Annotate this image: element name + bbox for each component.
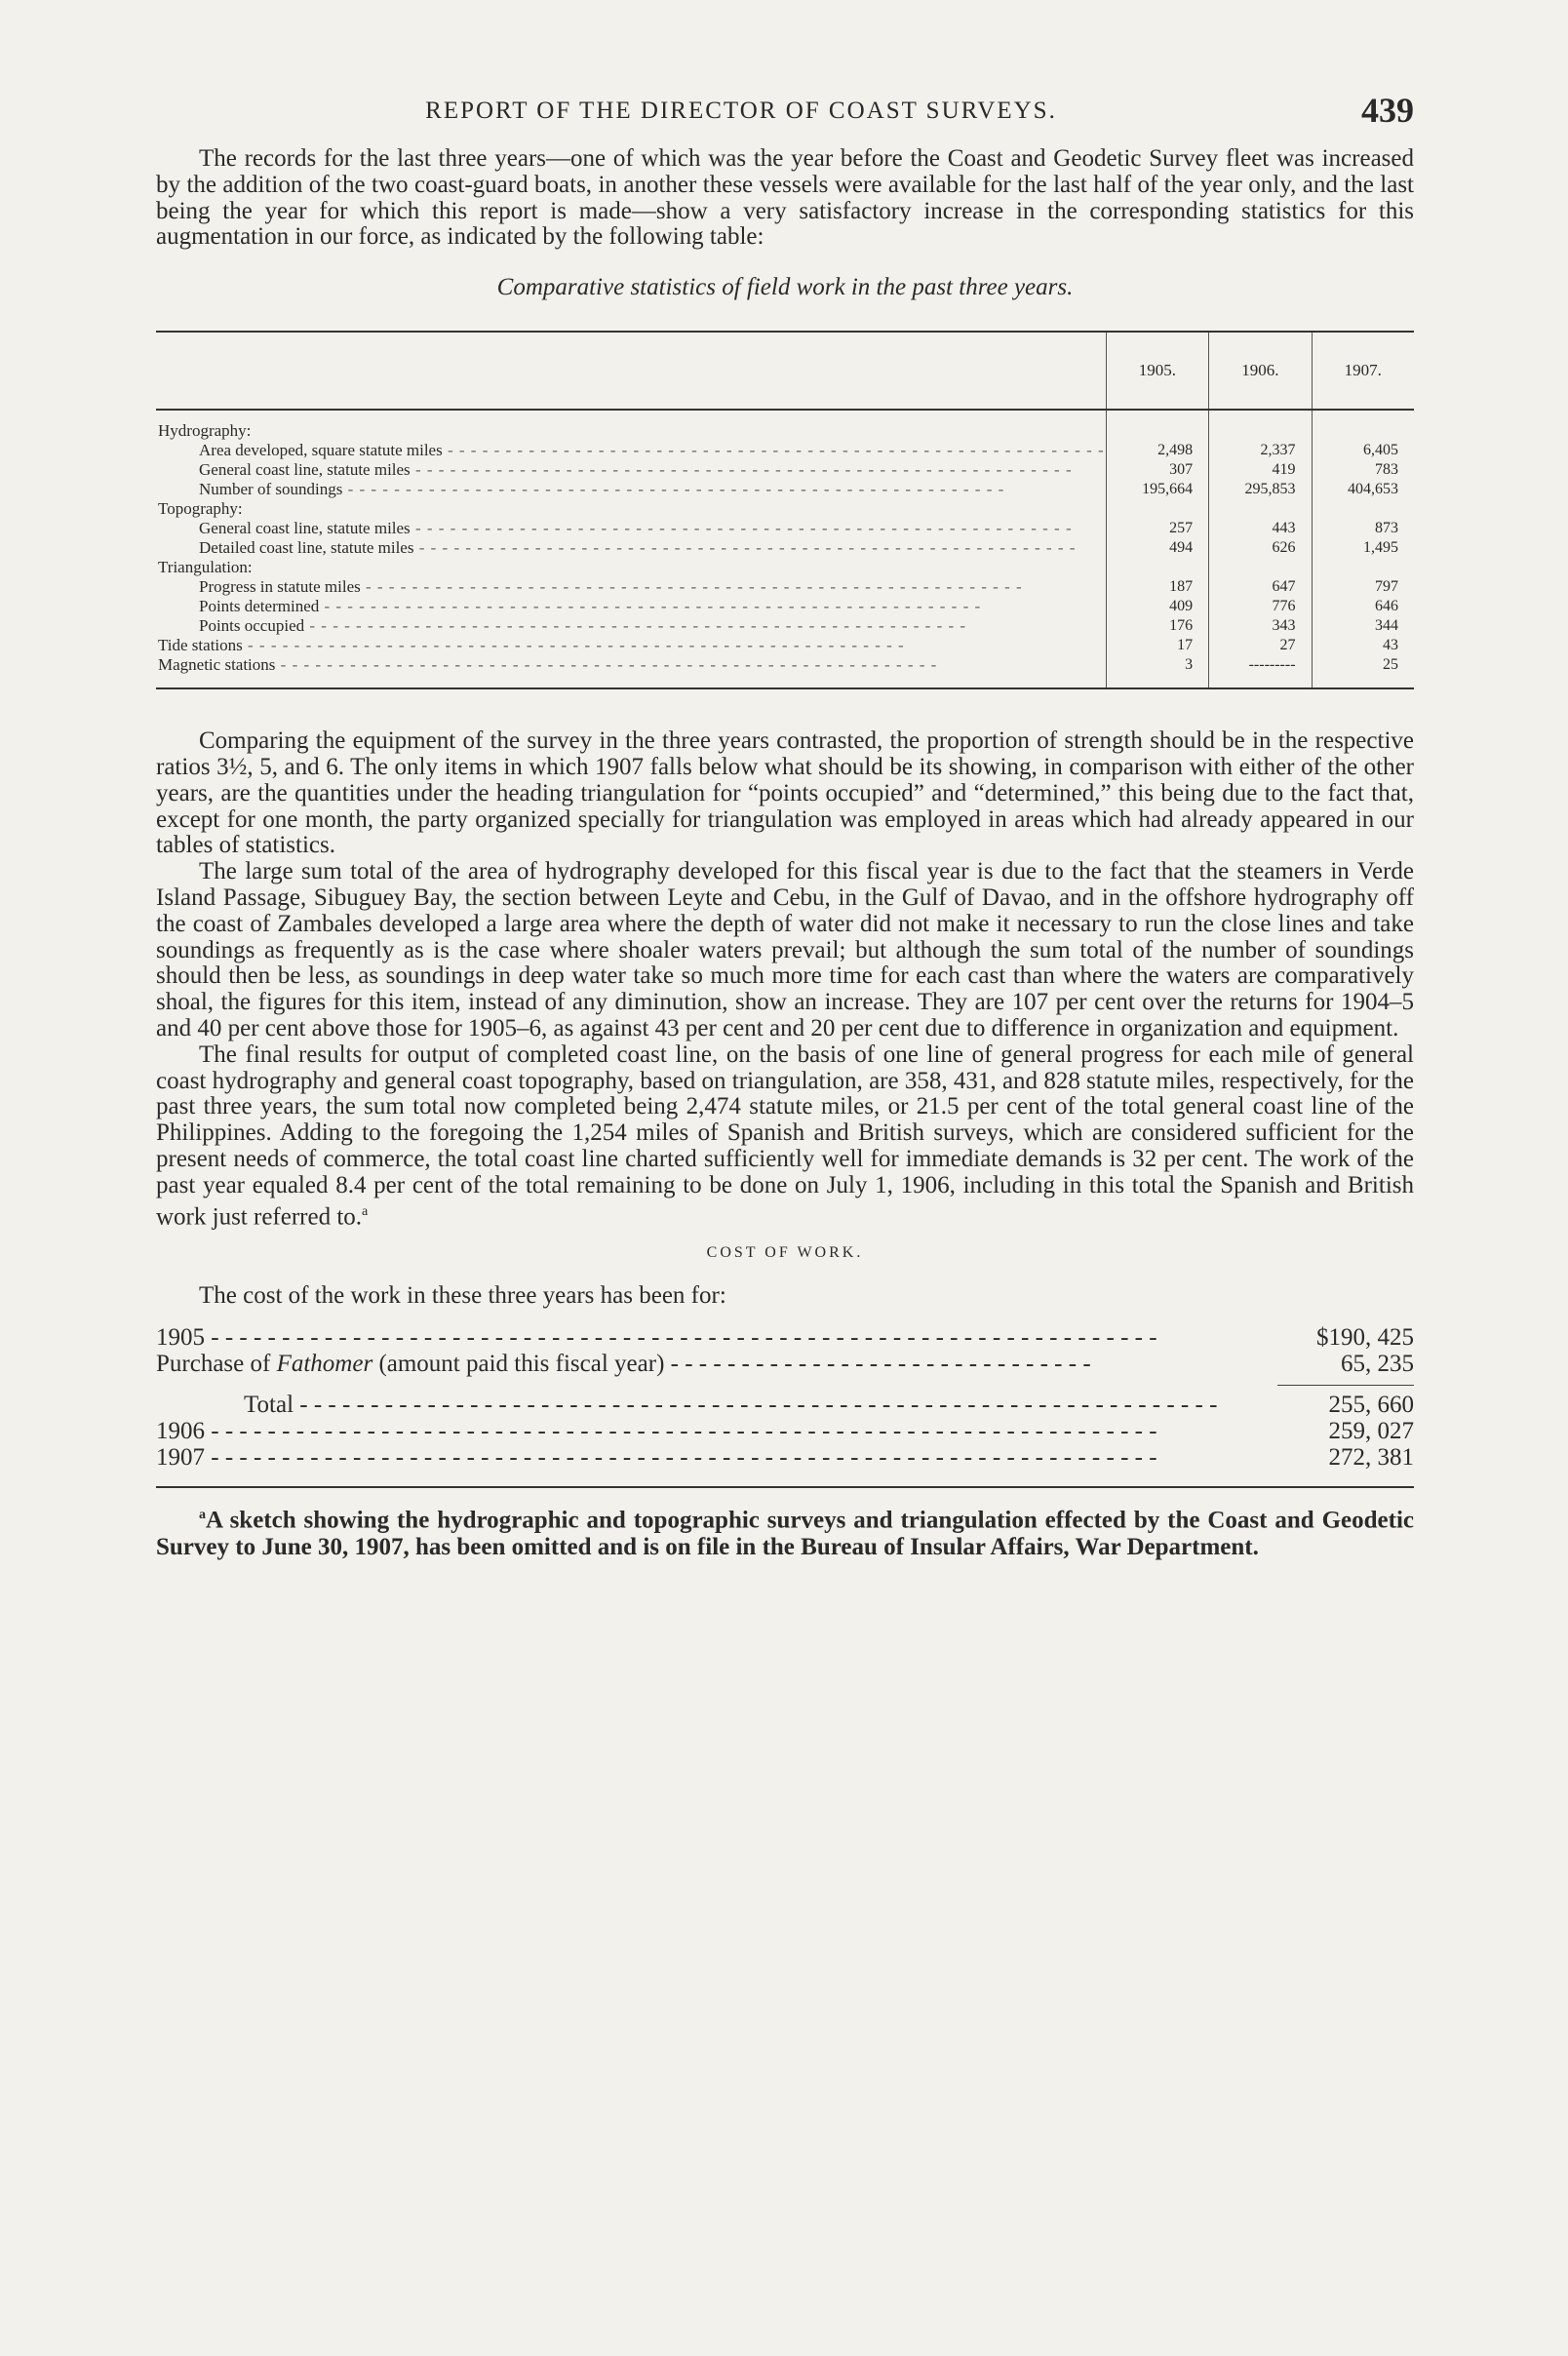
cell-1907: 783 (1312, 460, 1414, 480)
cost-heading: COST OF WORK. (706, 1243, 864, 1261)
row-label (156, 616, 1106, 636)
row-label-text: Hydrography: (158, 421, 252, 441)
row-label (156, 519, 1106, 538)
row-label (156, 410, 1106, 441)
row-label-text: Progress in statute miles (199, 577, 361, 597)
cell-1906: 2,337 (1209, 441, 1312, 460)
leader-dots: - - - - - - - - - - - - - - - - - - - - - - - - - - - - - - - - - - - - - - - - - - - - - - - - - - - - - - - - - (410, 519, 1073, 538)
cell-1906 (1209, 558, 1312, 577)
cost-label: Total (244, 1392, 294, 1419)
cell-1906: 626 (1209, 538, 1312, 558)
leader-dots: - - - - - - - - - - - - - - - - - - - - - - - - - - - - - - - - - - - - - - - - - - - - - - - - - - - - - - - - - (360, 577, 1023, 597)
cell-1906: 443 (1209, 519, 1312, 538)
cost-value: 65, 235 (1341, 1351, 1414, 1378)
leader-dots: - - - - - - - - - - - - - - - - - - - - - - - - - - - - - - - - - - - - - - - - - - - - - - - - - - - - - - - - - (319, 597, 982, 616)
row-label-text: Topography: (158, 499, 243, 519)
cell-1906 (1209, 410, 1312, 441)
row-label-text: General coast line, statute miles (199, 519, 411, 538)
cell-1906 (1209, 499, 1312, 519)
row-label (156, 558, 1106, 577)
paragraph-coast-line (156, 1042, 1414, 1231)
row-label-text: Detailed coast line, statute miles (199, 538, 414, 558)
footnote-text: A sketch showing the hydrographic and topographic surveys and triangulation effected by the Coast and Geodetic Survey to June 30, 1907, has been omitted and is on file in the Bureau of Insular Affairs, War Department. (156, 1507, 1414, 1560)
cost-intro: The cost of the work in these three years has been for: (199, 1281, 726, 1309)
table-row (156, 538, 1414, 558)
column-header-1907: 1907. (1312, 332, 1414, 410)
leader-dots: - - - - - - - - - - - - - - - - - - - - - - - - - - - - - - - - - - - - - - - - - - - - - - - - - - - - - - - - - - - - - - - - - (299, 1392, 1218, 1419)
running-head-title: REPORT OF THE DIRECTOR OF COAST SURVEYS. (425, 98, 1057, 124)
cost-value: $190, 425 (1316, 1324, 1414, 1352)
row-label-text: Points determined (199, 597, 320, 616)
cell-1905: 195,664 (1106, 480, 1208, 499)
footnote-rule (156, 1486, 1414, 1488)
cell-1905: 409 (1106, 597, 1208, 616)
row-label (156, 597, 1106, 616)
cost-label-italic: Fathomer (276, 1351, 373, 1378)
row-label-text: Area developed, square statute miles (199, 441, 443, 460)
cost-label: 1907 (156, 1444, 205, 1472)
leader-dots: - - - - - - - - - - - - - - - - - - - - - - - - - - - - - - - - - - - - - - - - - - - - - - - - - - - - - - - - - (242, 636, 905, 655)
cell-1907: 25 (1312, 655, 1414, 688)
table-row (156, 616, 1414, 636)
row-label (156, 441, 1106, 460)
leader-dots: - - - - - - - - - - - - - - - - - - - - - - - - - - - - - - - - - - - - - - - - - - - - - - - - - - - - - - - - - - - - - - - - - - - (211, 1444, 1157, 1472)
cell-1907: 873 (1312, 519, 1414, 538)
leader-dots: - - - - - - - - - - - - - - - - - - - - - - - - - - - - - - - - - - - - - - - - - - - - - - - - - - - - - - - - - (413, 538, 1077, 558)
cell-1905 (1106, 558, 1208, 577)
table-row (156, 519, 1414, 538)
footnote-marker: a (362, 1203, 369, 1219)
cost-label: Purchase of (156, 1351, 277, 1378)
cell-1905: 3 (1106, 655, 1208, 688)
table-header-row (156, 332, 1414, 410)
cell-1906: 419 (1209, 460, 1312, 480)
cell-1906: 343 (1209, 616, 1312, 636)
cost-row-total (156, 1392, 1414, 1418)
row-label (156, 499, 1106, 519)
table-row (156, 441, 1414, 460)
cell-1905: 176 (1106, 616, 1208, 636)
table-caption: Comparative statistics of field work in the past three years. (496, 274, 1074, 301)
cell-1905: 307 (1106, 460, 1208, 480)
row-label-text: Number of soundings (199, 480, 343, 499)
table-header-label (156, 332, 1106, 410)
cost-label: 1906 (156, 1418, 205, 1445)
leader-dots: - - - - - - - - - - - - - - - - - - - - - - - - - - - - - - - - - - - - - - - - - - - - - - - - - - - - - - - - - (442, 441, 1105, 460)
table-row (156, 499, 1414, 519)
cell-1907 (1312, 410, 1414, 441)
cost-row-1905 (156, 1324, 1414, 1351)
cell-1907: 1,495 (1312, 538, 1414, 558)
cell-1905 (1106, 410, 1208, 441)
table-row (156, 636, 1414, 655)
row-label-text: Tide stations (158, 636, 243, 655)
cell-1905: 494 (1106, 538, 1208, 558)
cell-1905: 187 (1106, 577, 1208, 597)
table-body (156, 410, 1414, 688)
table-row (156, 460, 1414, 480)
row-label (156, 636, 1106, 655)
cell-1906: --------- (1209, 655, 1312, 688)
cost-value: 272, 381 (1328, 1444, 1414, 1472)
cost-row-1906 (156, 1418, 1414, 1444)
column-header-1905: 1905. (1106, 332, 1208, 410)
cell-1907: 646 (1312, 597, 1414, 616)
cell-1907: 344 (1312, 616, 1414, 636)
cell-1905: 257 (1106, 519, 1208, 538)
footnote (156, 1502, 1414, 1559)
cell-1906: 295,853 (1209, 480, 1312, 499)
table-row (156, 480, 1414, 499)
row-label (156, 480, 1106, 499)
table-row (156, 655, 1414, 688)
page-number: 439 (1361, 91, 1414, 130)
cell-1906: 27 (1209, 636, 1312, 655)
paragraph-equipment: Comparing the equipment of the survey in the three years contrasted, the proportion of strength should be in the respective ratios 3½, 5, and 6. The only items in which 1907 falls below what should be its showing, in comparison with either of the other years, are the quantities under the heading triangulation for “points occupied” and “determined,” this being due to the fact that, except for one month, the party organized specially for triangulation was employed in areas which had already appeared in our tables of statistics. (156, 727, 1414, 859)
cost-value: 259, 027 (1328, 1418, 1414, 1445)
row-label-text: General coast line, statute miles (199, 460, 411, 480)
cost-label-tail: (amount paid this fiscal year) (372, 1351, 665, 1378)
leader-dots: - - - - - - - - - - - - - - - - - - - - - - - - - - - - - - - - - - - - - - - - - - - - - - - - - - - - - - - - - (304, 616, 967, 636)
cell-1907 (1312, 558, 1414, 577)
cell-1905 (1106, 499, 1208, 519)
statistics-table (156, 331, 1414, 689)
page-body (156, 88, 1414, 1560)
row-label-text: Triangulation: (158, 558, 253, 577)
footnote-marker: a (199, 1508, 206, 1523)
cell-1906: 647 (1209, 577, 1312, 597)
cell-1907 (1312, 499, 1414, 519)
table-row (156, 558, 1414, 577)
cell-1907: 6,405 (1312, 441, 1414, 460)
row-label-text: Magnetic stations (158, 655, 276, 675)
row-label (156, 577, 1106, 597)
cost-sum-rule (1277, 1385, 1414, 1386)
cost-value: 255, 660 (1328, 1392, 1414, 1419)
paragraph-hydrography: The large sum total of the area of hydrography developed for this fiscal year is due to the fact that the steamers in Verde Island Passage, Sibuguey Bay, the section between Leyte and Cebu, in the Gulf of Davao, and in the offshore hydrography off the coast of Zambales developed a large area where the depth of water did not make it necessary to run the close lines and take soundings as frequently as is the case where shoaler waters prevail; but although the sum total of the number of soundings should then be less, as soundings in deep water take so much more time for each cast than where the waters are comparatively shoal, the figures for this item, instead of any diminution, show an increase. They are 107 per cent over the returns for 1904–5 and 40 per cent above those for 1905–6, as against 43 per cent and 20 per cent due to difference in organization and equipment. (156, 858, 1414, 1041)
cell-1907: 404,653 (1312, 480, 1414, 499)
cell-1906: 776 (1209, 597, 1312, 616)
leader-dots: - - - - - - - - - - - - - - - - - - - - - - - - - - - - - - - - - - - - - - - - - - - - - - - - - - - - - - - - - - - - - - - - - - - (211, 1324, 1157, 1352)
running-head (156, 88, 1414, 146)
paragraph-coast-line-text: The final results for output of completed coast line, on the basis of one line of general progress for each mile of general coast hydrography and general coast topography, based on triangulation, are 358, 431, and 828 statute miles, respectively, for the past three years, the sum total now completed being 2,474 statute miles, or 21.5 per cent of the total general coast line of the Philippines. Adding to the foregoing the 1,254 miles of Spanish and British surveys, which are considered sufficient for the present needs of commerce, the total coast line charted sufficiently well for immediate demands is 32 per cent. The work of the past year equaled 8.4 per cent of the total remaining to be done on July 1, 1906, including in this total the Spanish and British work just referred to. (156, 1041, 1414, 1230)
leader-dots: - - - - - - - - - - - - - - - - - - - - - - - - - - - - - - - - - - - - - - - - - - - - - - - - - - - - - - - - - (342, 480, 1005, 499)
leader-dots: - - - - - - - - - - - - - - - - - - - - - - - - - - - - - - - - - - - - - - - - - - - - - - - - - - - - - - - - - (410, 460, 1073, 480)
row-label-text: Points occupied (199, 616, 305, 636)
cost-row-fathomer (156, 1351, 1414, 1377)
leader-dots: - - - - - - - - - - - - - - - - - - - - - - - - - - - - - - - - - - - - - - - - - - - - - - - - - - - - - - - - - (275, 655, 938, 675)
cell-1907: 43 (1312, 636, 1414, 655)
cell-1907: 797 (1312, 577, 1414, 597)
leader-dots: - - - - - - - - - - - - - - - - - - - - - - - - - - - - - - (670, 1351, 1091, 1378)
table-row (156, 577, 1414, 597)
row-label (156, 538, 1106, 558)
cost-row-1907 (156, 1444, 1414, 1471)
leader-dots: - - - - - - - - - - - - - - - - - - - - - - - - - - - - - - - - - - - - - - - - - - - - - - - - - - - - - - - - - - - - - - - - - - - (211, 1418, 1157, 1445)
cell-1905: 2,498 (1106, 441, 1208, 460)
table-row (156, 410, 1414, 441)
cell-1905: 17 (1106, 636, 1208, 655)
cost-label: 1905 (156, 1324, 205, 1352)
row-label (156, 655, 1106, 688)
intro-paragraph: The records for the last three years—one of which was the year before the Coast and Geodetic Survey fleet was increased by the addition of the two coast-guard boats, in another these vessels were available for the last half of the year only, and the last being the year for which this report is made—show a very satisfactory increase in the corresponding statistics for this augmentation in our force, as indicated by the following table: (156, 145, 1414, 251)
column-header-1906: 1906. (1209, 332, 1312, 410)
table-row (156, 597, 1414, 616)
row-label (156, 460, 1106, 480)
